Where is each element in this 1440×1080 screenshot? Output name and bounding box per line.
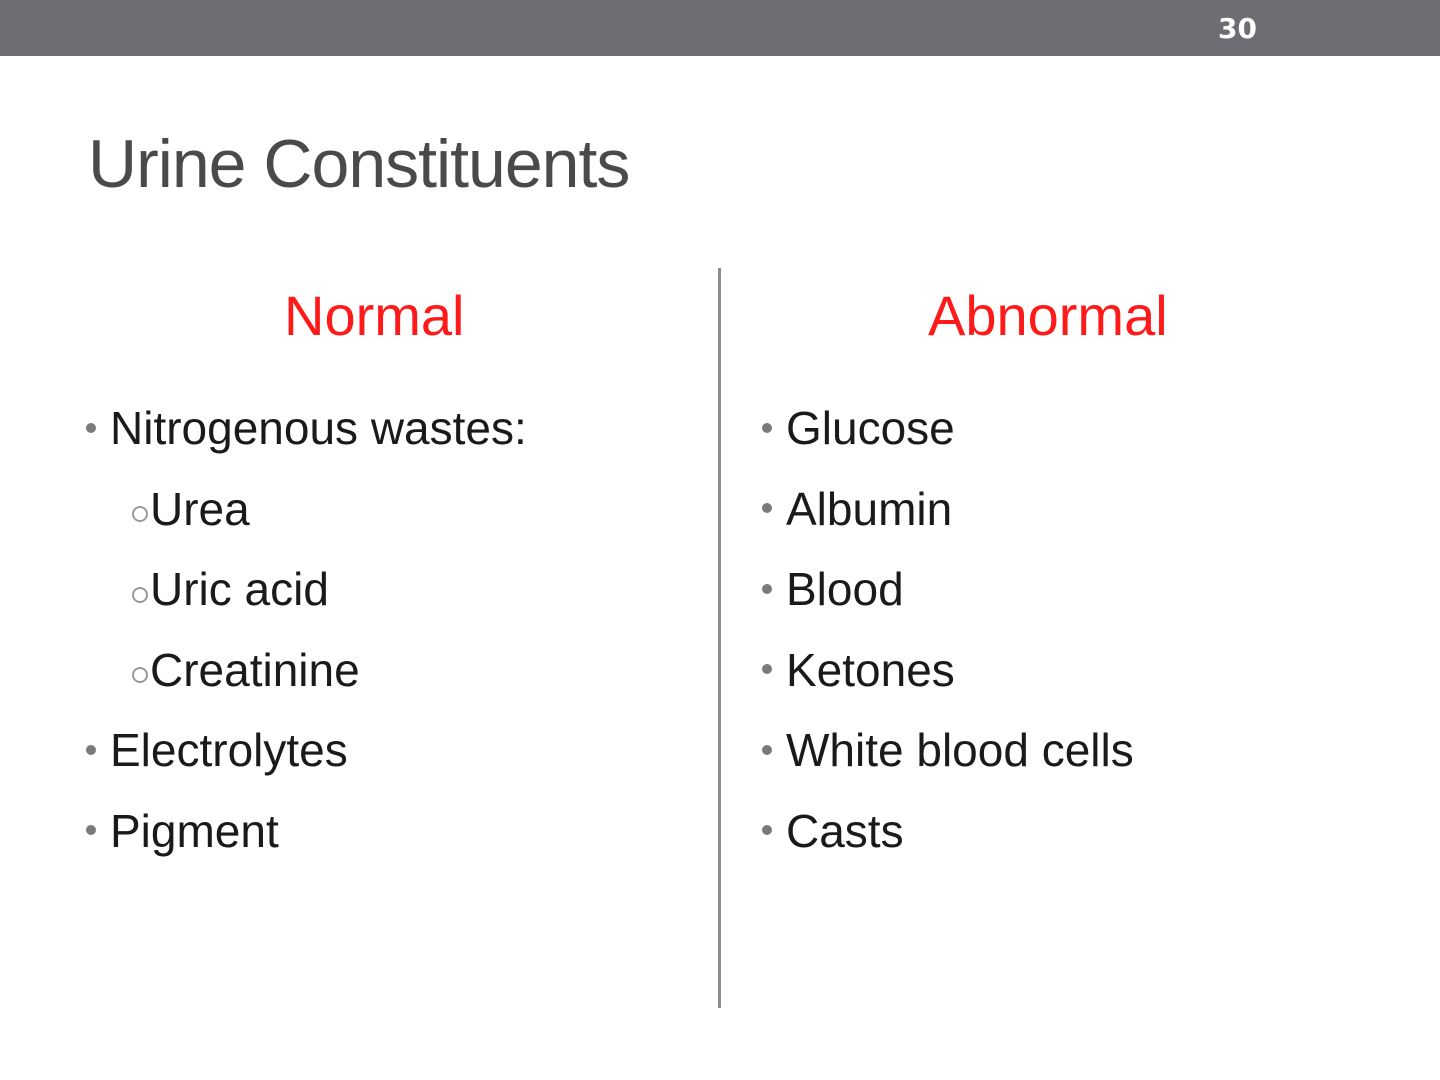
normal-heading: Normal bbox=[284, 284, 465, 347]
normal-list bbox=[86, 390, 527, 873]
list-item bbox=[86, 712, 527, 793]
header-bar bbox=[0, 0, 1440, 56]
list-item bbox=[86, 390, 527, 471]
list-item bbox=[762, 632, 1134, 713]
bullet-icon bbox=[762, 664, 772, 674]
list-item-label: Blood bbox=[786, 563, 904, 615]
bullet-icon bbox=[762, 423, 772, 433]
bullet-icon bbox=[762, 825, 772, 835]
list-item-label: Nitrogenous wastes: bbox=[110, 402, 527, 454]
list-item-label: Ketones bbox=[786, 643, 955, 696]
slide-title: Urine Constituents bbox=[88, 126, 630, 202]
column-divider bbox=[718, 268, 721, 1008]
list-item-label: Albumin bbox=[786, 482, 953, 535]
bullet-icon bbox=[86, 423, 96, 433]
bullet-icon bbox=[762, 503, 772, 513]
list-item bbox=[86, 632, 527, 713]
list-item bbox=[762, 390, 1134, 471]
list-item-label: Urea bbox=[150, 482, 250, 535]
list-item-label: Glucose bbox=[786, 402, 955, 454]
list-item-label: Pigment bbox=[110, 804, 279, 857]
list-item-label: Casts bbox=[786, 804, 904, 857]
list-item-label: Uric acid bbox=[150, 563, 329, 615]
list-item-label: Electrolytes bbox=[110, 724, 348, 776]
abnormal-heading: Abnormal bbox=[928, 284, 1168, 347]
bullet-icon bbox=[762, 584, 772, 594]
list-item bbox=[762, 471, 1134, 552]
list-item bbox=[86, 471, 527, 552]
list-item bbox=[762, 551, 1134, 632]
list-item bbox=[762, 712, 1134, 793]
slide-number: 30 bbox=[1218, 12, 1257, 45]
list-item bbox=[86, 551, 527, 632]
bullet-icon bbox=[86, 825, 96, 835]
hollow-circle-bullet-icon bbox=[132, 587, 148, 603]
abnormal-list bbox=[762, 390, 1134, 873]
list-item-label: White blood cells bbox=[786, 724, 1134, 776]
hollow-circle-bullet-icon bbox=[132, 667, 148, 683]
bullet-icon bbox=[762, 745, 772, 755]
list-item bbox=[86, 793, 527, 874]
list-item bbox=[762, 793, 1134, 874]
hollow-circle-bullet-icon bbox=[132, 506, 148, 522]
bullet-icon bbox=[86, 745, 96, 755]
list-item-label: Creatinine bbox=[150, 643, 360, 696]
